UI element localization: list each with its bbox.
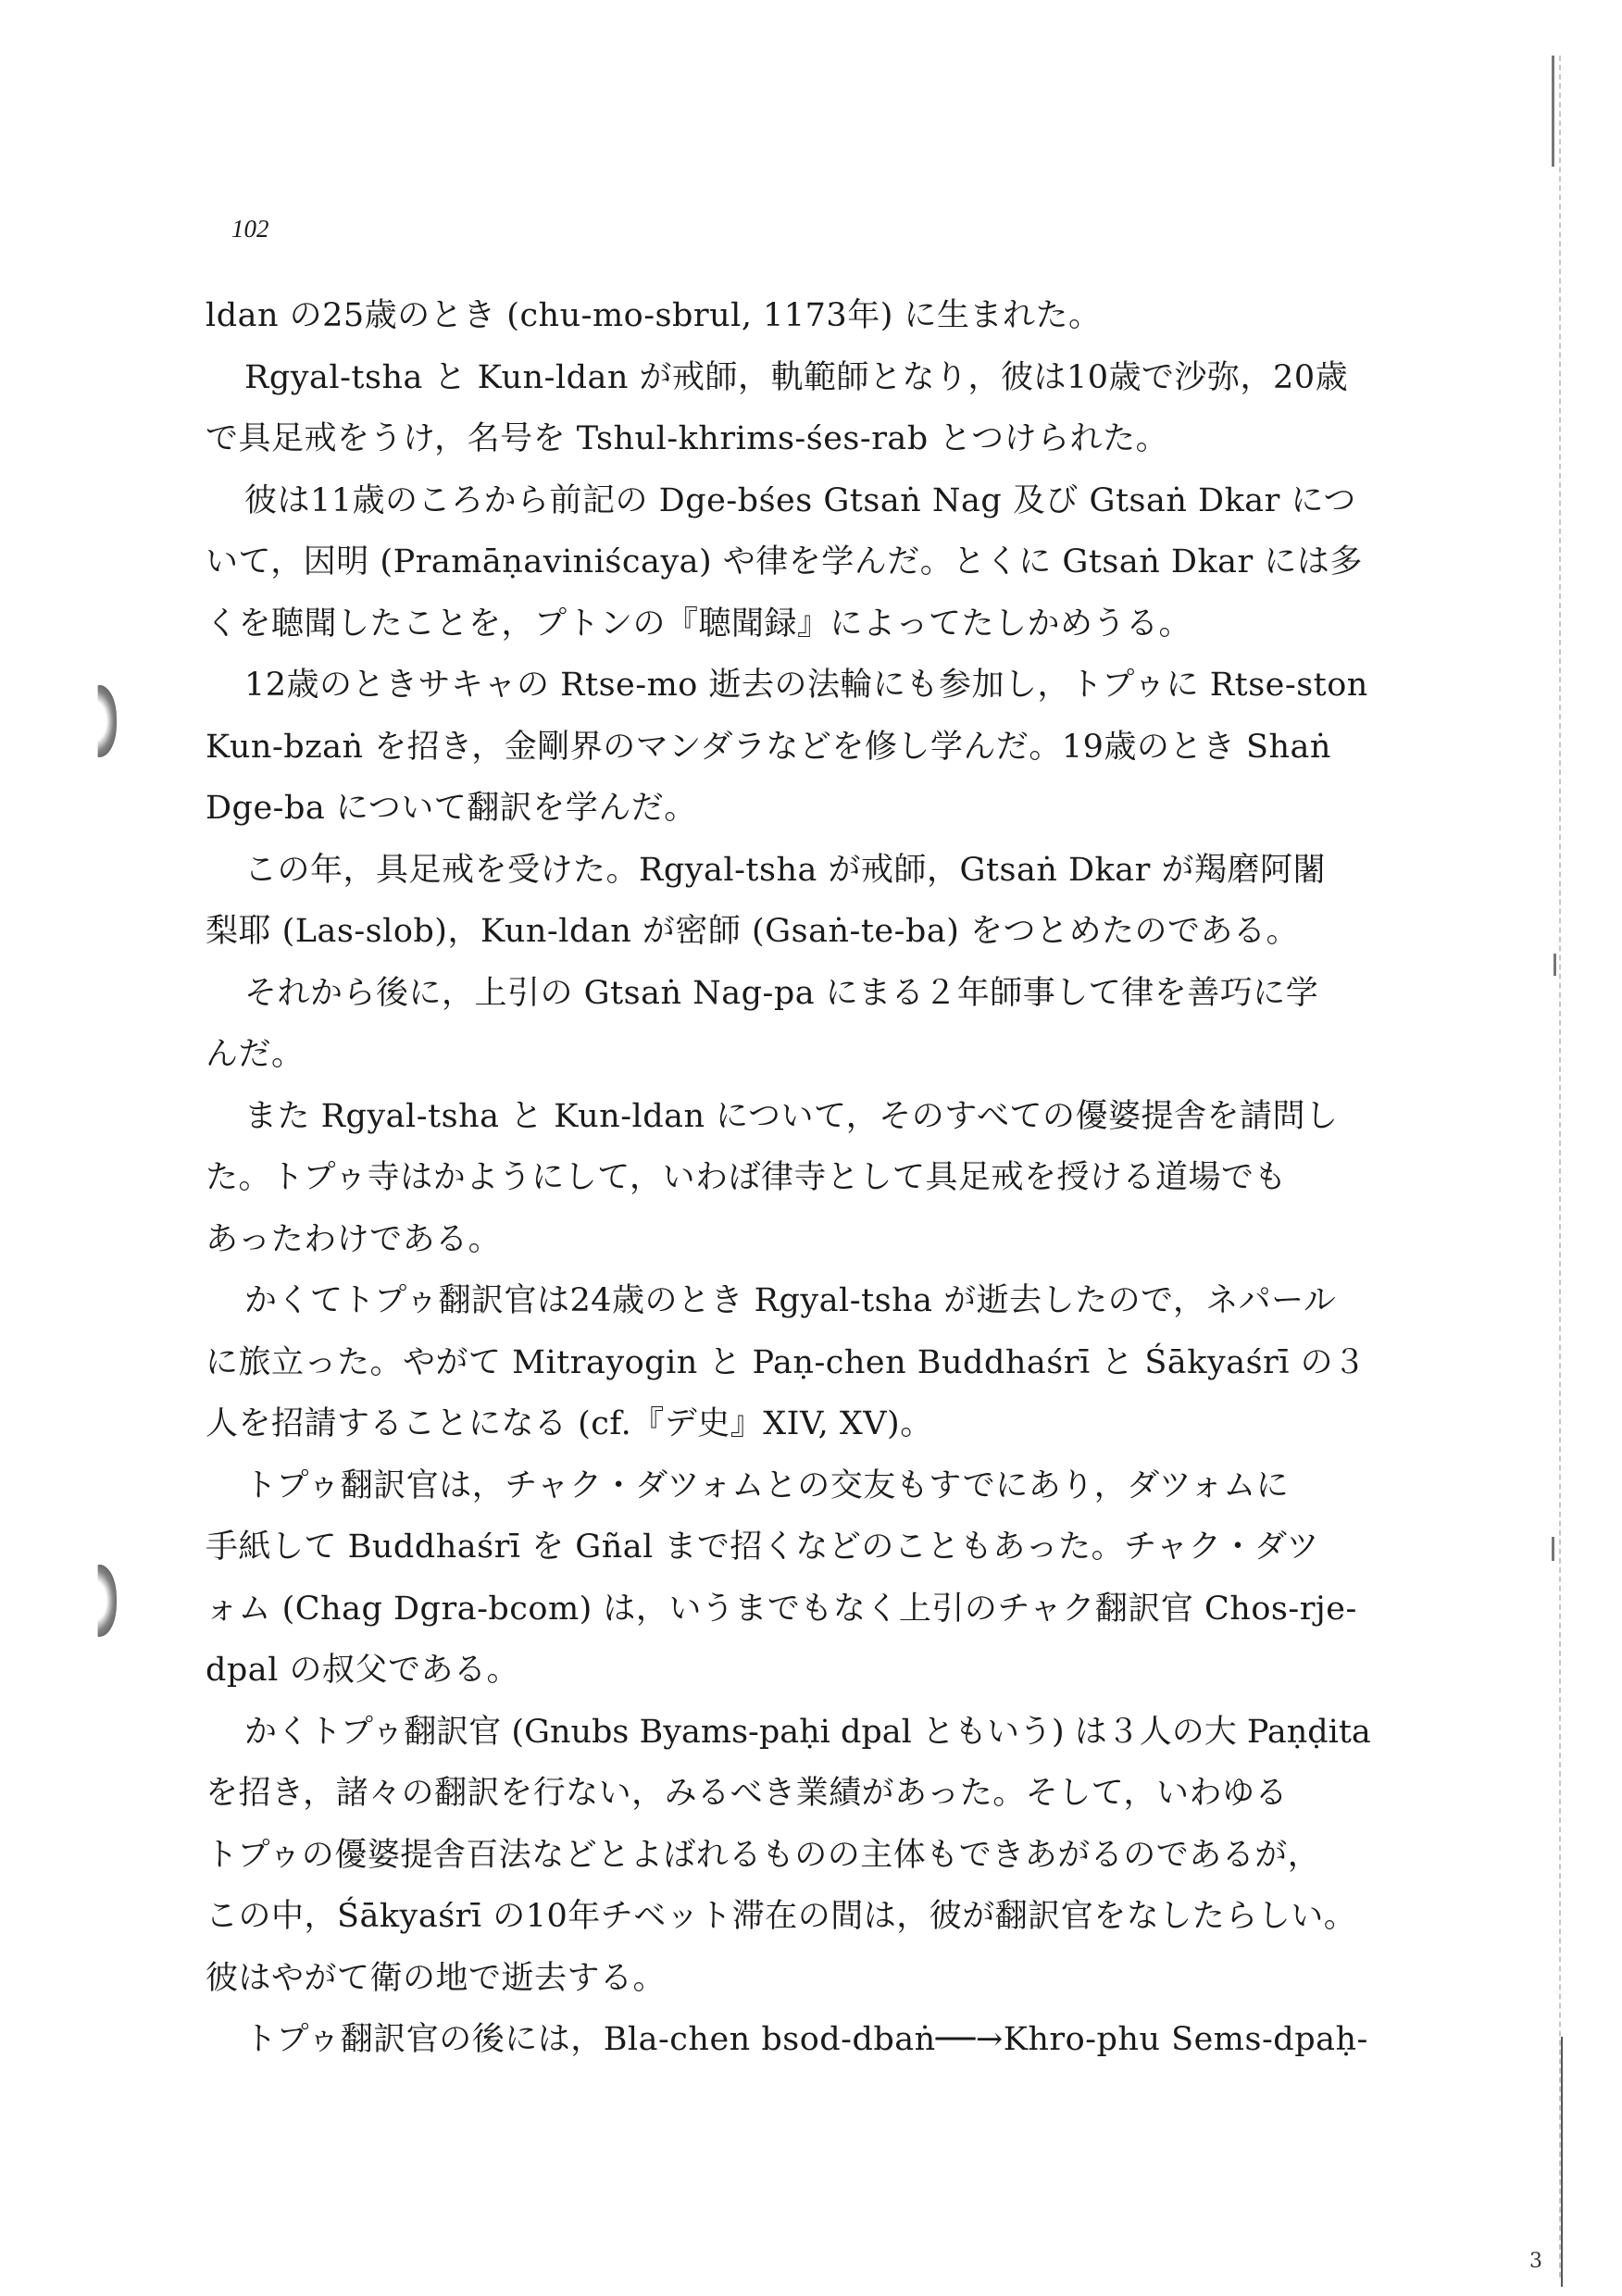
text-line: いて，因明 (Pramāṇaviniścaya) や律を学んだ。とくに Gtsaṅ Dkar には多 [206, 543, 1363, 580]
text-line: んだ。 [206, 1036, 305, 1073]
text-line: トプゥ翻訳官の後には，Bla-chen bsod-dbaṅ──→Khro-phu Sems-dpaḥ- [244, 2021, 1368, 2058]
text-line: この中，Śākyaśrī の10年チベット滞在の間は，彼が翻訳官をなしたらしい。 [206, 1898, 1357, 1935]
text-line: 梨耶 (Las-slob)，Kun-ldan が密師 (Gsaṅ-te-ba) をつとめたのである。 [206, 913, 1299, 950]
corner-mark: 3 [1529, 2250, 1542, 2273]
text-line: で具足戒をうけ，名号を Tshul-khrims-śes-rab とつけられた。 [206, 420, 1169, 457]
text-line: この年，具足戒を受けた。Rgyal-tsha が戒師，Gtsaṅ Dkar が羯磨阿闍 [244, 851, 1326, 889]
text-line: かくトプゥ翻訳官 (Gnubs Byams-paḥi dpal ともいう) は３人の大 Paṇḍita [244, 1713, 1371, 1751]
text-line: ォム (Chag Dgra-bcom) は，いうまでもなく上引のチャク翻訳官 Chos-rje- [206, 1590, 1357, 1628]
text-line: あったわけである。 [206, 1220, 502, 1258]
text-line: トプゥ翻訳官は，チャク・ダツォムとの交友もすでにあり，ダツォムに [244, 1466, 1290, 1504]
text-line: に旅立った。やがて Mitrayogin と Paṇ-chen Buddhaśrī と Śākyaśrī の３ [206, 1343, 1366, 1381]
text-line: 12歳のときサキャの Rtse-mo 逝去の法輪にも参加し，トプゥに Rtse-ston [244, 667, 1368, 704]
text-line: それから後に，上引の Gtsaṅ Nag-pa にまる２年師事して律を善巧に学 [244, 974, 1319, 1012]
text-line: 手紙して Buddhaśrī を Gñal まで招くなどのこともあった。チャク・ダツ [206, 1529, 1319, 1566]
binding-hole-shadow [85, 1565, 117, 1637]
text-line: dpal の叔父である。 [206, 1652, 519, 1689]
page-number: 102 [231, 215, 269, 243]
text-line: Kun-bzaṅ を招き，金剛界のマンダラなどを修し学んだ。19歳のとき Shaṅ [206, 728, 1331, 766]
text-line: かくてトプゥ翻訳官は24歳のとき Rgyal-tsha が逝去したので，ネパール [244, 1282, 1337, 1319]
binding-hole-shadow [85, 685, 117, 757]
page-edge-solid-line [1561, 2037, 1563, 2287]
edge-scratch [1552, 56, 1554, 167]
text-line: Rgyal-tsha と Kun-ldan が戒師，軌範師となり，彼は10歳で沙弥，20歳 [244, 358, 1349, 396]
text-line: を招き，諸々の翻訳を行ない，みるべき業績があった。そして，いわゆる [206, 1775, 1289, 1812]
text-line: 人を招請することになる (cf.『デ史』XIV, XV)。 [206, 1405, 933, 1442]
text-line: トプゥの優婆提舎百法などとよばれるものの主体もできあがるのであるが， [206, 1836, 1321, 1874]
edge-scratch [1553, 954, 1556, 976]
body-text [206, 285, 1377, 2071]
text-line: くを聴聞したことを，プトンの『聴聞録』によってたしかめうる。 [206, 605, 1192, 643]
text-line: 彼はやがて衛の地で逝去する。 [206, 1959, 667, 1997]
text-line: ldan の25歳のとき (chu-mo-sbrul, 1173年) に生まれた。 [206, 297, 1102, 334]
text-line: た。トプゥ寺はかようにして，いわば律寺として具足戒を授ける道場でも [206, 1159, 1288, 1196]
page-edge-dashed-line [1559, 56, 1561, 2277]
edge-scratch [1552, 1537, 1554, 1561]
text-line: 彼は11歳のころから前記の Dge-bśes Gtsaṅ Nag 及び Gtsaṅ Dkar につ [244, 481, 1356, 519]
text-line: また Rgyal-tsha と Kun-ldan について，そのすべての優婆提舎を請問し [244, 1097, 1339, 1135]
text-line: Dge-ba について翻訳を学んだ。 [206, 790, 697, 827]
